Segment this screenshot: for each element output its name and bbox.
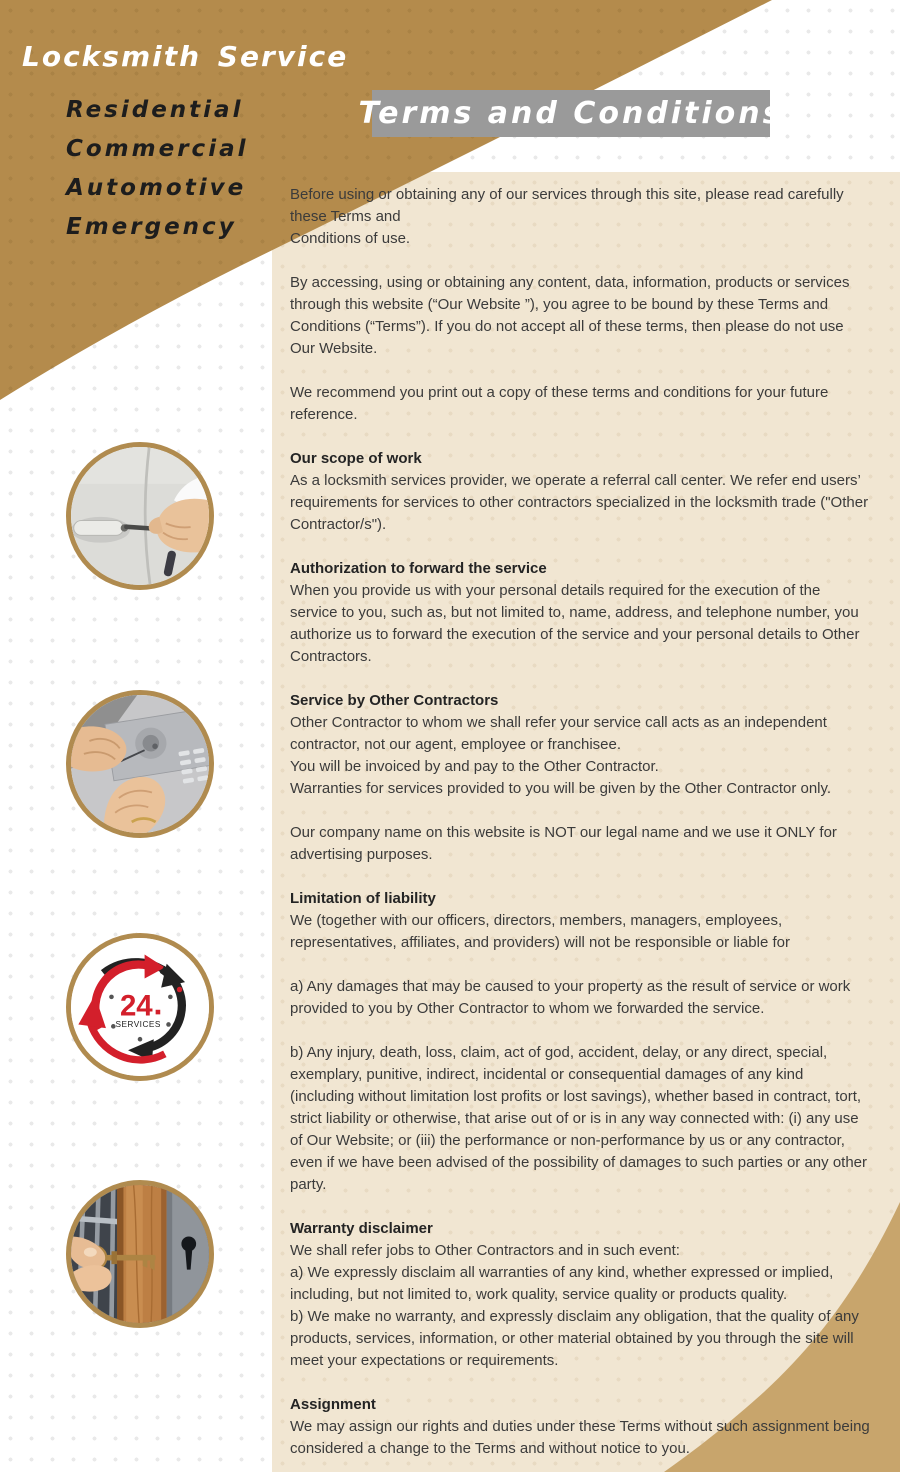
paragraph	[290, 1042, 870, 1196]
terms-section-authorization	[290, 558, 870, 668]
lock-picking-photo	[71, 695, 209, 833]
text-line: We recommend you print out a copy of these terms and conditions for your future reference.	[290, 384, 829, 423]
paragraph	[290, 1240, 870, 1372]
paragraph	[290, 712, 870, 800]
door-key-photo	[71, 1185, 209, 1323]
page-title: Terms and Conditions	[358, 96, 784, 131]
text-line: We may assign our rights and duties under these Terms without such assignment being considered a change to the Terms and without notice to you.	[290, 1418, 870, 1457]
text-line: By accessing, using or obtaining any content, data, information, products or services through this website (“Our Website ”), you agree to be bound by these Terms and Conditions (“Terms”). If you do not accept all of these terms, then please do not use Our Website.	[290, 274, 850, 357]
text-line: We shall refer jobs to Other Contractors and in such event:	[290, 1242, 680, 1259]
terms-section-assignment	[290, 1394, 870, 1460]
service-item-residential: Residential	[66, 97, 244, 123]
paragraph	[290, 822, 870, 866]
section-heading: Service by Other Contractors	[290, 692, 499, 709]
service-item-commercial: Commercial	[66, 136, 249, 162]
paragraph	[290, 470, 870, 536]
paragraph	[290, 184, 870, 250]
service-list	[66, 97, 248, 253]
service-item-automotive: Automotive	[66, 175, 247, 201]
photo-circle-lock-picking	[66, 690, 214, 838]
text-line: When you provide us with your personal details required for the execution of the service to you, such as, but not limited to, name, address, and telephone number, you authorize us to forward the execution of the service and your personal details to Other Contractors.	[290, 582, 860, 665]
paragraph	[290, 272, 870, 360]
text-line: Before using or obtaining any of our services through this site, please read carefully these Terms and	[290, 186, 844, 225]
text-line: a) Any damages that may be caused to your property as the result of service or work provided to you by Other Contractor to whom we forwarded the service.	[290, 978, 851, 1017]
text-line: We (together with our officers, directors, members, managers, employees, representatives, affiliates, and providers) will not be responsible or liable for	[290, 912, 790, 951]
paragraph	[290, 580, 870, 668]
badge-number: 24	[119, 989, 153, 1023]
terms-section-warranty	[290, 1218, 870, 1372]
text-line: Warranties for services provided to you will be given by the Other Contractor only.	[290, 780, 832, 797]
services-24-badge	[71, 938, 209, 1076]
car-unlock-photo	[71, 447, 209, 585]
text-line: Conditions of use.	[290, 230, 411, 247]
terms-section-liability	[290, 888, 870, 1196]
text-line: b) Any injury, death, loss, claim, act of god, accident, delay, or any direct, special, exemplary, punitive, indirect, incidental or consequential damages of any kind (including without limitation lost profits or lost savings), whether based in contract, tort, strict liability or otherwise, that arise out of or is in any way connected with: (i) any use of Our Website; or (iii) the performance or non-performance by us or any contractor, even if we have been advised of the possibility of damages to such parties or any other party.	[290, 1044, 868, 1193]
badge-label: SERVICES	[115, 1020, 161, 1030]
section-heading: Authorization to forward the service	[290, 560, 547, 577]
page-title-bar	[358, 90, 784, 137]
section-heading: Our scope of work	[290, 450, 422, 467]
terms-section-scope	[290, 448, 870, 536]
service-item-emergency: Emergency	[66, 214, 237, 240]
text-line: You will be invoiced by and pay to the Other Contractor.	[290, 758, 659, 775]
text-line: Other Contractor to whom we shall refer your service call acts as an independent contractor, not our agent, employee or franchisee.	[290, 714, 827, 753]
text-line: b) We make no warranty, and expressly disclaim any obligation, that the quality of any products, services, information, or other material obtained by you through the site will meet your expectations or requirements.	[290, 1308, 859, 1369]
terms-content	[290, 184, 870, 1472]
paragraph	[290, 910, 870, 954]
photo-circle-door-key	[66, 1180, 214, 1328]
terms-section-other-contractors	[290, 690, 870, 866]
section-heading: Assignment	[290, 1396, 376, 1413]
text-line: a) We expressly disclaim all warranties of any kind, whether expressed or implied, including, but not limited to, work quality, service quality or products quality.	[290, 1264, 834, 1303]
photo-circle-24-services	[66, 933, 214, 1081]
text-line: As a locksmith services provider, we operate a referral call center. We refer end users’ requirements for services to other contractors specialized in the locksmith trade ("Other Contractor/s").	[290, 472, 869, 533]
section-heading: Warranty disclaimer	[290, 1220, 433, 1237]
photo-circle-car-unlock	[66, 442, 214, 590]
brand-title: Locksmith Service	[22, 40, 349, 73]
paragraph	[290, 1416, 870, 1460]
section-heading: Limitation of liability	[290, 890, 436, 907]
paragraph	[290, 382, 870, 426]
text-line: Our company name on this website is NOT our legal name and we use it ONLY for advertising purposes.	[290, 824, 837, 863]
terms-section-intro	[290, 184, 870, 426]
paragraph	[290, 976, 870, 1020]
